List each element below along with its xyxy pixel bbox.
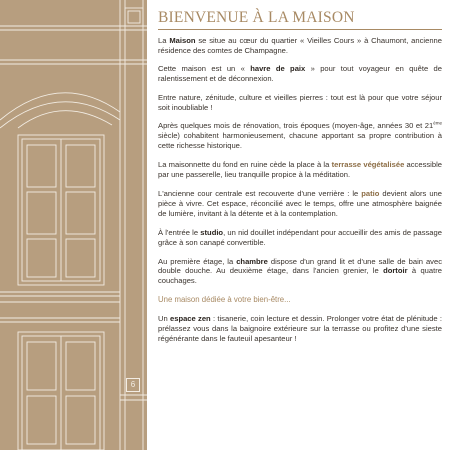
- paragraph-nature: Entre nature, zénitude, culture et vieilles pierres : tout est là pour que votre séjour soit inoubliable !: [158, 92, 442, 112]
- paragraph-haven: Cette maison est un « havre de paix » pour tout voyageur en quête de ralentissement et de déconnexion.: [158, 63, 442, 83]
- paragraph-terrace: La maisonnette du fond en ruine cède la place à la terrasse végétalisée accessible par une passerelle, lieu tranquille propice à la méditation.: [158, 160, 442, 180]
- house-facade-illustration: [0, 0, 147, 450]
- paragraph-bedrooms: Au première étage, la chambre dispose d'un grand lit et d'une salle de bain avec double douche. Au deuxième étage, dans l'ancien grenier, le dortoir à quatre couchages.: [158, 256, 442, 286]
- page-number: 6: [126, 378, 140, 392]
- text-column: [158, 8, 442, 353]
- paragraph-renovation: Après quelques mois de rénovation, trois époques (moyen-âge, années 30 et 21ème siècle) cohabitent harmonieusement, chacune apportant sa propre contribution à cette richesse historique.: [158, 120, 442, 151]
- paragraph-patio: L'ancienne cour centrale est recouverte d'une verrière : le patio devient alors une pièce à vivre. Cet espace, réconcilié avec le temps, offre une atmosphère baignée de lumière, invitant à la détente et à la contemplation.: [158, 188, 442, 218]
- paragraph-zen: Un espace zen : tisanerie, coin lecture et dessin. Prolonger votre état de plénitude : prélassez vous dans la baignoire extérieure sur la terrasse ou profitez d'une sieste régénérante dans le fauteuil apesanteur !: [158, 314, 442, 344]
- paragraph-studio: À l'entrée le studio, un nid douillet indépendant pour accueillir des amis de passage grâce à son canapé convertible.: [158, 227, 442, 247]
- wellbeing-subheading: Une maison dédiée à votre bien-être...: [158, 295, 291, 305]
- paragraph-intro: La Maison se situe au cœur du quartier « Vieilles Cours » à Chaumont, ancienne résidence des comtes de Champagne.: [158, 36, 442, 55]
- title-underline: [158, 29, 442, 30]
- page-title: BIENVENUE À LA MAISON: [158, 9, 355, 26]
